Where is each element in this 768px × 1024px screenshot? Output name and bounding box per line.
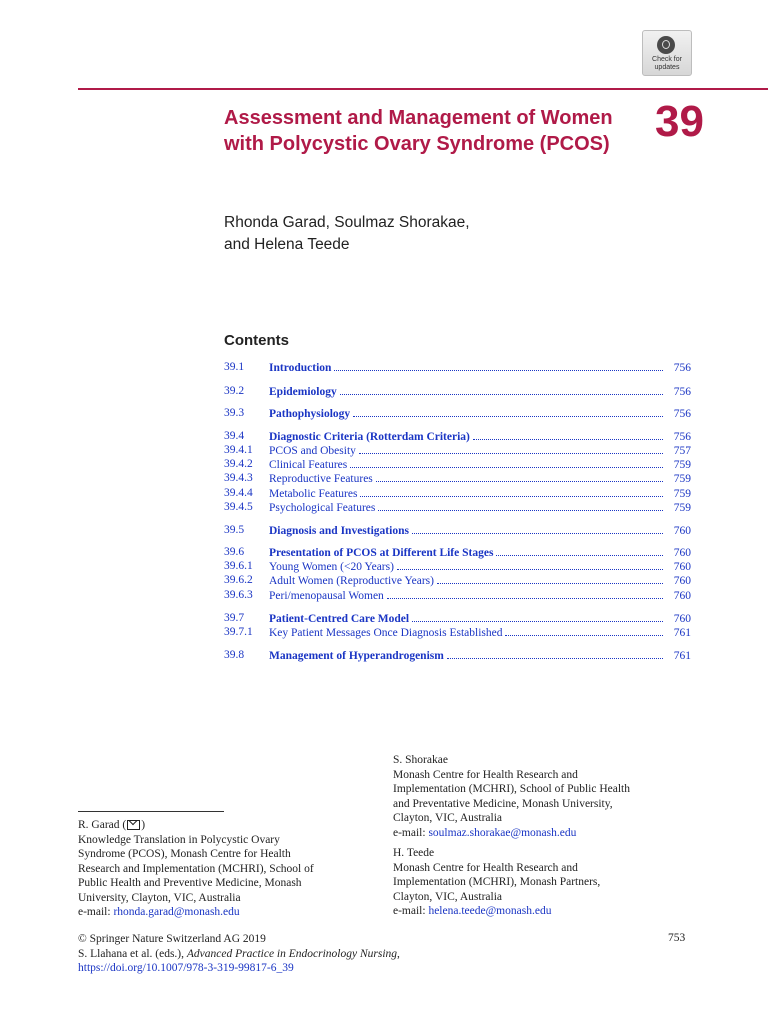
toc-section-title[interactable]: Clinical Features — [269, 459, 348, 471]
chapter-number: 39 — [655, 97, 704, 146]
affiliation-line: Knowledge Translation in Polycystic Ovary — [78, 833, 280, 846]
toc-section-title[interactable]: Pathophysiology — [269, 408, 351, 420]
citation-book-title: Advanced Practice in Endocrinology Nursing — [186, 947, 398, 960]
copyright-line: © Springer Nature Switzerland AG 2019 — [78, 933, 266, 945]
toc-section-number: 39.4 — [224, 430, 245, 442]
toc-entry[interactable] — [224, 406, 691, 420]
toc-entry[interactable] — [224, 457, 691, 471]
email-label: e-mail: — [393, 905, 429, 917]
affiliation-line: Public Health and Preventive Medicine, Monash — [78, 877, 302, 889]
authors-line-1: Rhonda Garad, Soulmaz Shorakae, — [224, 214, 470, 231]
toc-section-number: 39.7 — [224, 612, 245, 624]
toc-leader-dots — [412, 523, 663, 534]
toc-section-number: 39.6.1 — [224, 560, 253, 572]
affiliation-line: Implementation (MCHRI), Monash Partners, — [393, 876, 601, 888]
author-name: S. Shorakae — [393, 754, 448, 766]
affiliation-line: Clayton, VIC, Australia — [393, 812, 503, 824]
email-label: e-mail: — [78, 906, 114, 918]
toc-section-number: 39.1 — [224, 361, 245, 373]
toc-section-number: 39.2 — [224, 385, 245, 397]
toc-page-number[interactable]: 761 — [673, 627, 691, 639]
toc-leader-dots — [412, 611, 663, 622]
toc-entry[interactable] — [224, 523, 691, 537]
toc-section-number: 39.8 — [224, 649, 245, 661]
page-number: 753 — [668, 932, 686, 944]
toc-entry[interactable] — [224, 443, 691, 457]
chapter-authors — [224, 212, 584, 256]
toc-leader-dots — [353, 406, 663, 417]
toc-section-number: 39.4.1 — [224, 444, 253, 456]
toc-leader-dots — [376, 471, 663, 482]
citation-editors: S. Llahana et al. (eds.), — [78, 947, 187, 960]
email-link[interactable]: soulmaz.shorakae@monash.edu — [428, 826, 577, 839]
toc-leader-dots — [437, 573, 663, 584]
toc-entry[interactable] — [224, 611, 691, 625]
toc-section-title[interactable]: Key Patient Messages Once Diagnosis Established — [269, 627, 503, 639]
toc-section-title[interactable]: Metabolic Features — [269, 488, 358, 500]
toc-section-title[interactable]: Reproductive Features — [269, 473, 373, 485]
toc-page-number[interactable]: 760 — [673, 561, 691, 573]
toc-section-title[interactable]: Patient-Centred Care Model — [269, 613, 410, 625]
affiliation-shorakae — [393, 753, 693, 840]
toc-page-number[interactable]: 759 — [673, 488, 691, 500]
envelope-icon[interactable] — [127, 820, 140, 830]
toc-leader-dots — [505, 625, 663, 636]
toc-section-number: 39.4.3 — [224, 472, 253, 484]
toc-entry[interactable] — [224, 384, 691, 398]
toc-section-title[interactable]: Diagnosis and Investigations — [269, 525, 409, 537]
toc-section-number: 39.6.2 — [224, 574, 253, 586]
toc-entry[interactable] — [224, 559, 691, 573]
toc-page-number[interactable]: 756 — [673, 431, 691, 443]
toc-leader-dots — [496, 545, 663, 556]
toc-page-number[interactable]: 760 — [673, 613, 691, 625]
toc-section-title[interactable]: Management of Hyperandrogenism — [269, 650, 444, 662]
citation-line — [78, 947, 598, 962]
toc-entry[interactable] — [224, 429, 691, 443]
email-line — [393, 826, 693, 841]
toc-entry[interactable] — [224, 648, 691, 662]
toc-leader-dots — [397, 559, 663, 570]
email-link[interactable]: rhonda.garad@monash.edu — [113, 906, 240, 918]
toc-page-number[interactable]: 756 — [673, 386, 691, 398]
toc-leader-dots — [387, 588, 663, 599]
email-line — [393, 904, 693, 919]
toc-section-title[interactable]: Diagnostic Criteria (Rotterdam Criteria) — [269, 431, 470, 443]
check-for-updates-label: Check for updates — [652, 56, 682, 71]
toc-leader-dots — [473, 429, 663, 440]
toc-leader-dots — [378, 500, 663, 511]
toc-entry[interactable] — [224, 500, 691, 514]
header-rule — [78, 88, 768, 90]
toc-page-number[interactable]: 756 — [673, 408, 691, 420]
toc-leader-dots — [447, 648, 663, 659]
citation-comma: , — [397, 947, 400, 960]
chapter-title: Assessment and Management of Women with Polycystic Ovary Syndrome (PCOS) — [224, 107, 613, 155]
author-name: H. Teede — [393, 847, 435, 859]
toc-entry[interactable] — [224, 486, 691, 500]
bookmark-icon — [657, 36, 675, 54]
doi-link[interactable]: https://doi.org/10.1007/978-3-319-99817-6_39 — [78, 962, 294, 974]
toc-section-title[interactable]: Young Women (<20 Years) — [269, 561, 394, 573]
toc-page-number[interactable]: 760 — [673, 590, 691, 602]
toc-page-number[interactable]: 759 — [673, 502, 691, 514]
toc-section-title[interactable]: PCOS and Obesity — [269, 445, 356, 457]
email-label: e-mail: — [393, 826, 429, 839]
email-link[interactable]: helena.teede@monash.edu — [428, 905, 552, 917]
toc-section-title[interactable]: Introduction — [269, 362, 332, 374]
toc-entry[interactable] — [224, 588, 691, 602]
author-name-close: ) — [141, 819, 146, 831]
toc-entry[interactable] — [224, 471, 691, 485]
toc-page-number[interactable]: 760 — [673, 525, 691, 537]
toc-page-number[interactable]: 757 — [673, 445, 691, 457]
toc-section-number: 39.4.2 — [224, 458, 253, 470]
affiliation-teede — [393, 846, 693, 919]
doi-line — [78, 961, 598, 976]
toc-entry[interactable] — [224, 360, 691, 374]
affiliation-garad — [78, 818, 378, 920]
toc-section-title[interactable]: Presentation of PCOS at Different Life Stages — [269, 547, 494, 559]
affiliation-line: Syndrome (PCOS), Monash Centre for Health — [78, 848, 291, 860]
affiliation-line: Monash Centre for Health Research and — [393, 861, 578, 874]
toc-leader-dots — [340, 384, 663, 395]
toc-leader-dots — [359, 443, 663, 454]
affiliation-line: Clayton, VIC, Australia — [393, 890, 503, 903]
toc-page-number[interactable]: 759 — [673, 459, 691, 471]
toc-section-number: 39.6 — [224, 546, 245, 558]
affiliation-line: Monash Centre for Health Research and — [393, 768, 578, 781]
contents-heading: Contents — [224, 332, 289, 349]
check-for-updates-badge[interactable] — [642, 30, 692, 76]
toc-page-number[interactable]: 756 — [673, 362, 691, 374]
author-name-text: R. Garad ( — [78, 819, 127, 831]
footnote-rule — [78, 811, 224, 812]
toc-leader-dots — [360, 486, 663, 497]
toc-section-number: 39.6.3 — [224, 589, 253, 601]
toc-page-number[interactable]: 760 — [673, 547, 691, 559]
toc-page-number[interactable]: 760 — [673, 575, 691, 587]
toc-section-number: 39.4.5 — [224, 501, 253, 513]
toc-entry[interactable] — [224, 625, 691, 639]
footer-citation — [78, 932, 598, 976]
toc-section-title[interactable]: Epidemiology — [269, 386, 337, 398]
author-name — [78, 818, 378, 833]
toc-entry[interactable] — [224, 545, 691, 559]
toc-section-number: 39.3 — [224, 407, 245, 419]
affiliation-line: University, Clayton, VIC, Australia — [78, 891, 241, 904]
toc-page-number[interactable]: 759 — [673, 473, 691, 485]
toc-leader-dots — [350, 457, 663, 468]
email-line — [78, 905, 378, 920]
toc-section-title[interactable]: Adult Women (Reproductive Years) — [269, 575, 434, 587]
authors-line-2: and Helena Teede — [224, 236, 350, 253]
toc-leader-dots — [334, 360, 663, 371]
toc-page-number[interactable]: 761 — [673, 650, 691, 662]
toc-section-title[interactable]: Psychological Features — [269, 502, 376, 514]
affiliation-line: and Preventative Medicine, Monash University, — [393, 797, 613, 810]
toc-section-number: 39.5 — [224, 524, 245, 536]
toc-section-number: 39.4.4 — [224, 487, 253, 499]
toc-section-number: 39.7.1 — [224, 626, 253, 638]
affiliation-line: Research and Implementation (MCHRI), School of — [78, 862, 314, 875]
affiliation-line: Implementation (MCHRI), School of Public Health — [393, 783, 630, 795]
toc-entry[interactable] — [224, 573, 691, 587]
toc-section-title[interactable]: Peri/menopausal Women — [269, 590, 384, 602]
